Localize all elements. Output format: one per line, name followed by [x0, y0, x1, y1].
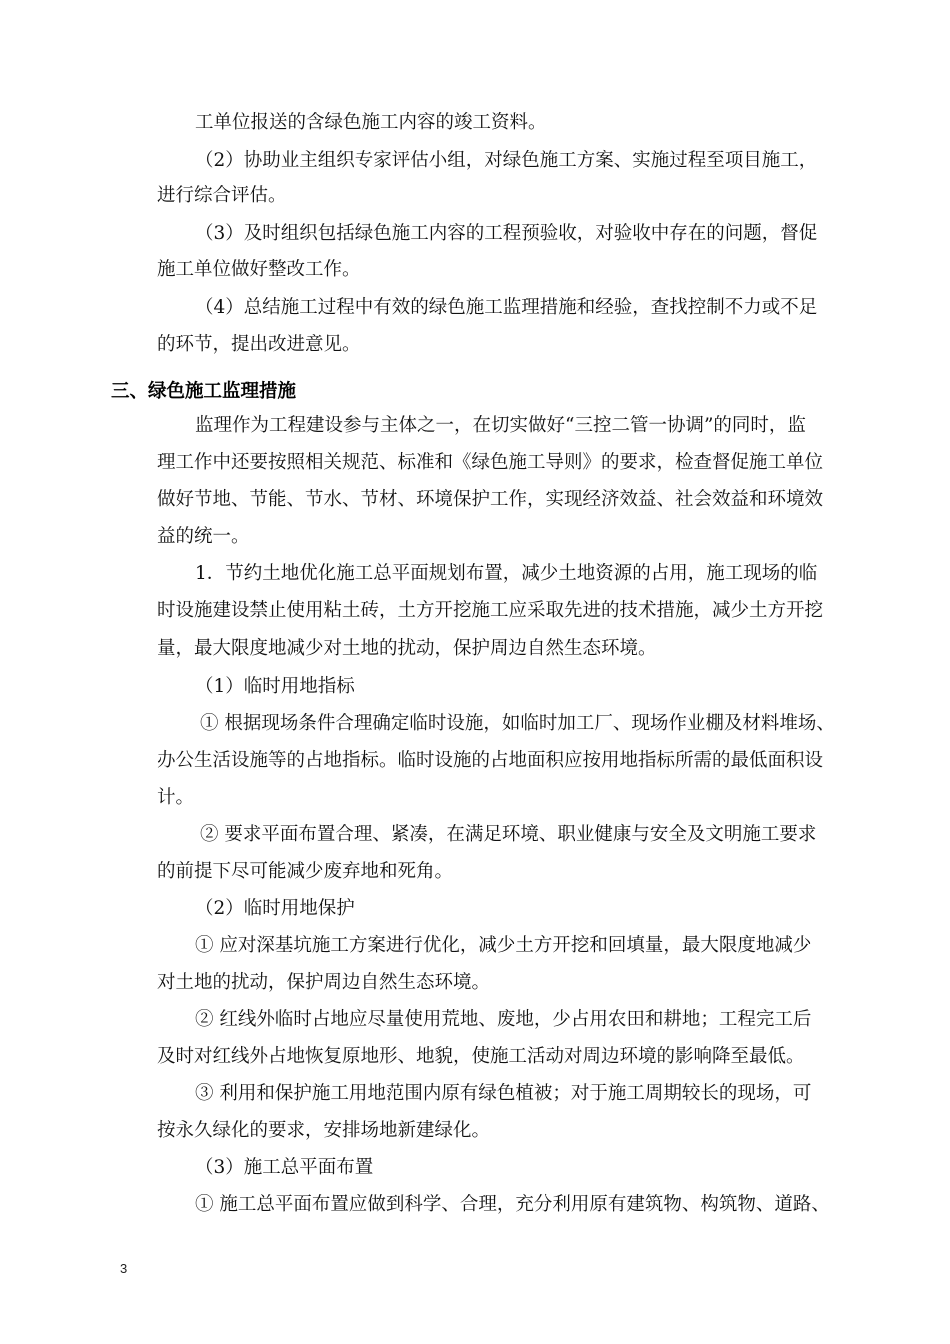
- text-line: 工单位报送的含绿色施工内容的竣工资料。: [195, 112, 547, 133]
- subsection-title: （3）施工总平面布置: [195, 1157, 374, 1178]
- text-line: 计。: [157, 787, 195, 808]
- text-line: 量，最大限度地减少对土地的扰动，保护周边自然生态环境。: [157, 638, 657, 659]
- page-number: 3: [120, 1261, 128, 1276]
- text-line: ① 根据现场条件合理确定临时设施，如临时加工厂、现场作业棚及材料堆场、: [200, 713, 835, 734]
- text-line: 的前提下尽可能减少废弃地和死角。: [157, 861, 454, 882]
- text-line: 施工单位做好整改工作。: [157, 259, 361, 280]
- text-line: ② 红线外临时占地应尽量使用荒地、废地，少占用农田和耕地；工程完工后: [195, 1009, 812, 1030]
- section-heading: 三、绿色施工监理措施: [111, 381, 297, 402]
- text-line: ① 应对深基坑施工方案进行优化，减少土方开挖和回填量，最大限度地减少: [195, 935, 812, 956]
- text-line: 办公生活设施等的占地指标。临时设施的占地面积应按用地指标所需的最低面积设: [157, 750, 824, 771]
- text-line: 做好节地、节能、节水、节材、环境保护工作，实现经济效益、社会效益和环境效: [157, 489, 824, 510]
- text-line: 的环节，提出改进意见。: [157, 334, 361, 355]
- text-line: 对土地的扰动，保护周边自然生态环境。: [157, 972, 491, 993]
- text-line: （3）及时组织包括绿色施工内容的工程预验收，对验收中存在的问题，督促: [195, 223, 818, 244]
- text-line: （4）总结施工过程中有效的绿色施工监理措施和经验，查找控制不力或不足: [195, 297, 818, 318]
- text-line: ① 施工总平面布置应做到科学、合理，充分利用原有建筑物、构筑物、道路、: [195, 1194, 830, 1215]
- subsection-title: （2）临时用地保护: [195, 898, 355, 919]
- text-line: ② 要求平面布置合理、紧凑，在满足环境、职业健康与安全及文明施工要求: [200, 824, 817, 845]
- text-line: 时设施建设禁止使用粘土砖，土方开挖施工应采取先进的技术措施，减少土方开挖: [157, 600, 824, 621]
- text-line: 按永久绿化的要求，安排场地新建绿化。: [157, 1120, 491, 1141]
- subsection-title: （1）临时用地指标: [195, 676, 355, 697]
- text-line: 监理作为工程建设参与主体之一，在切实做好“三控二管一协调”的同时，监: [195, 415, 806, 436]
- text-line: 进行综合评估。: [157, 185, 287, 206]
- text-line: ③ 利用和保护施工用地范围内原有绿色植被；对于施工周期较长的现场，可: [195, 1083, 812, 1104]
- text-line: （2）协助业主组织专家评估小组，对绿色施工方案、实施过程至项目施工，: [195, 150, 818, 171]
- text-line: 益的统一。: [157, 526, 250, 547]
- text-line: 1．节约土地优化施工总平面规划布置，减少土地资源的占用，施工现场的临: [195, 563, 818, 584]
- text-line: 理工作中还要按照相关规范、标准和《绿色施工导则》的要求，检查督促施工单位: [157, 452, 824, 473]
- text-line: 及时对红线外占地恢复原地形、地貌，使施工活动对周边环境的影响降至最低。: [157, 1046, 805, 1067]
